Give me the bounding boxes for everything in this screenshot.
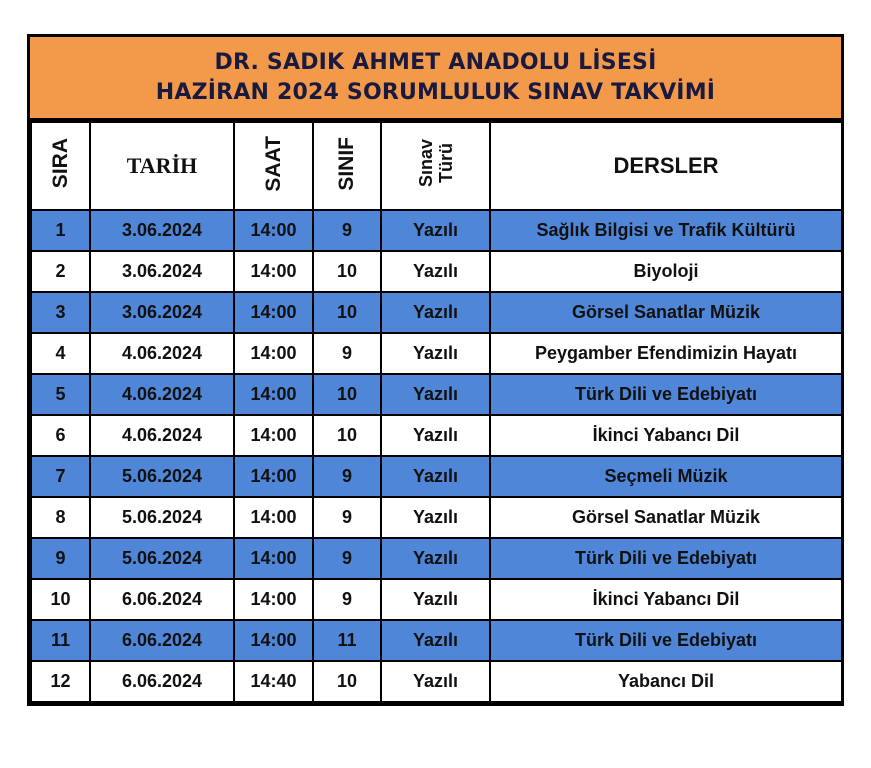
cell-sinav-turu: Yazılı: [381, 251, 490, 292]
cell-sira: 5: [31, 374, 90, 415]
column-header-tarih: TARİH: [90, 122, 234, 210]
cell-sinif: 9: [313, 579, 381, 620]
cell-sinif: 10: [313, 374, 381, 415]
cell-sinif: 10: [313, 251, 381, 292]
cell-sira: 7: [31, 456, 90, 497]
title-block: [30, 37, 841, 121]
cell-sinav-turu: Yazılı: [381, 497, 490, 538]
cell-tarih: 6.06.2024: [90, 661, 234, 702]
cell-sinav-turu: Yazılı: [381, 538, 490, 579]
school-name-title: DR. SADIK AHMET ANADOLU LİSESİ: [214, 49, 657, 75]
table-row: [31, 456, 842, 497]
cell-saat: 14:00: [234, 210, 313, 251]
table-row: [31, 620, 842, 661]
cell-dersler: Türk Dili ve Edebiyatı: [490, 374, 842, 415]
cell-dersler: Sağlık Bilgisi ve Trafik Kültürü: [490, 210, 842, 251]
cell-sinav-turu: Yazılı: [381, 374, 490, 415]
column-header-sinif-label: SINIF: [335, 136, 358, 191]
cell-dersler: Türk Dili ve Edebiyatı: [490, 538, 842, 579]
cell-tarih: 5.06.2024: [90, 538, 234, 579]
column-header-sinav-turu-label: Sınav Türü: [415, 139, 456, 188]
table-row: [31, 292, 842, 333]
cell-tarih: 6.06.2024: [90, 620, 234, 661]
cell-dersler: Biyoloji: [490, 251, 842, 292]
column-header-sinif: [313, 122, 381, 210]
cell-dersler: İkinci Yabancı Dil: [490, 415, 842, 456]
cell-sinav-turu: Yazılı: [381, 620, 490, 661]
table-row: [31, 415, 842, 456]
cell-sinav-turu: Yazılı: [381, 292, 490, 333]
cell-sinif: 10: [313, 292, 381, 333]
cell-saat: 14:00: [234, 333, 313, 374]
column-header-saat-label: SAAT: [261, 135, 285, 192]
cell-saat: 14:00: [234, 620, 313, 661]
cell-sinif: 10: [313, 415, 381, 456]
table-row: [31, 251, 842, 292]
cell-sira: 3: [31, 292, 90, 333]
cell-sinif: 9: [313, 538, 381, 579]
cell-tarih: 3.06.2024: [90, 210, 234, 251]
column-header-sira: [31, 122, 90, 210]
table-row: [31, 210, 842, 251]
cell-tarih: 5.06.2024: [90, 456, 234, 497]
exam-schedule-sheet: [27, 34, 844, 706]
cell-tarih: 4.06.2024: [90, 333, 234, 374]
cell-sinav-turu: Yazılı: [381, 456, 490, 497]
cell-sinav-turu: Yazılı: [381, 210, 490, 251]
table-row: [31, 374, 842, 415]
table-body: [31, 210, 842, 702]
cell-saat: 14:40: [234, 661, 313, 702]
schedule-title: HAZİRAN 2024 SORUMLULUK SINAV TAKVİMİ: [155, 79, 716, 105]
cell-saat: 14:00: [234, 292, 313, 333]
cell-sinif: 11: [313, 620, 381, 661]
column-header-sira-label: SIRA: [48, 138, 72, 189]
table-row: [31, 579, 842, 620]
cell-saat: 14:00: [234, 538, 313, 579]
cell-dersler: İkinci Yabancı Dil: [490, 579, 842, 620]
column-header-dersler: DERSLER: [490, 122, 842, 210]
cell-dersler: Seçmeli Müzik: [490, 456, 842, 497]
cell-sinav-turu: Yazılı: [381, 661, 490, 702]
table-row: [31, 333, 842, 374]
column-header-sinav-turu: [381, 122, 490, 210]
cell-tarih: 3.06.2024: [90, 251, 234, 292]
cell-saat: 14:00: [234, 251, 313, 292]
cell-sira: 4: [31, 333, 90, 374]
cell-saat: 14:00: [234, 415, 313, 456]
cell-sinav-turu: Yazılı: [381, 333, 490, 374]
column-header-saat: [234, 122, 313, 210]
cell-sira: 12: [31, 661, 90, 702]
cell-saat: 14:00: [234, 456, 313, 497]
cell-saat: 14:00: [234, 579, 313, 620]
cell-sira: 1: [31, 210, 90, 251]
cell-sira: 8: [31, 497, 90, 538]
cell-tarih: 5.06.2024: [90, 497, 234, 538]
cell-dersler: Yabancı Dil: [490, 661, 842, 702]
cell-sinif: 9: [313, 333, 381, 374]
table-header-row: [31, 122, 842, 210]
cell-dersler: Peygamber Efendimizin Hayatı: [490, 333, 842, 374]
table-row: [31, 538, 842, 579]
cell-sira: 9: [31, 538, 90, 579]
cell-tarih: 3.06.2024: [90, 292, 234, 333]
cell-tarih: 4.06.2024: [90, 374, 234, 415]
cell-sinif: 10: [313, 661, 381, 702]
cell-sira: 11: [31, 620, 90, 661]
cell-sira: 6: [31, 415, 90, 456]
cell-dersler: Görsel Sanatlar Müzik: [490, 292, 842, 333]
cell-sinav-turu: Yazılı: [381, 579, 490, 620]
cell-saat: 14:00: [234, 497, 313, 538]
cell-dersler: Türk Dili ve Edebiyatı: [490, 620, 842, 661]
table-row: [31, 661, 842, 702]
cell-sira: 2: [31, 251, 90, 292]
cell-dersler: Görsel Sanatlar Müzik: [490, 497, 842, 538]
exam-schedule-table: [30, 121, 843, 703]
cell-sinif: 9: [313, 497, 381, 538]
cell-sinav-turu: Yazılı: [381, 415, 490, 456]
cell-sinif: 9: [313, 456, 381, 497]
cell-tarih: 6.06.2024: [90, 579, 234, 620]
cell-sira: 10: [31, 579, 90, 620]
cell-sinif: 9: [313, 210, 381, 251]
table-row: [31, 497, 842, 538]
cell-saat: 14:00: [234, 374, 313, 415]
cell-tarih: 4.06.2024: [90, 415, 234, 456]
